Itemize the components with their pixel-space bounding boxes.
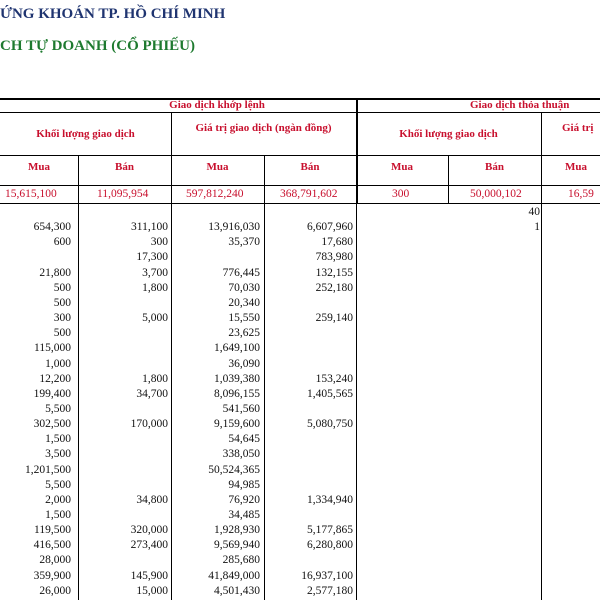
table-cell: 416,500 <box>33 539 71 552</box>
table-cell: 302,500 <box>33 418 71 431</box>
table-cell: 17,680 <box>321 236 353 249</box>
table-cell <box>448 508 540 523</box>
table-cell <box>448 523 540 538</box>
table-cell: 783,980 <box>315 251 353 264</box>
total-cell: 15,615,100 <box>5 188 57 200</box>
table-cell: 5,500 <box>45 478 71 491</box>
table-cell <box>78 205 168 220</box>
table-cell: 70,030 <box>228 281 260 294</box>
table-cell: 35,370 <box>228 236 260 249</box>
table-cell: 12,200 <box>39 372 71 385</box>
table-cell: 8,096,155 <box>214 387 260 400</box>
table-cell: 1 <box>534 221 540 234</box>
table-cell <box>264 326 353 341</box>
table-cell <box>264 553 353 568</box>
table-cell: 34,700 <box>136 387 168 400</box>
table-cell: 1,928,930 <box>214 524 260 537</box>
table-cell: 6,280,800 <box>307 539 353 552</box>
table-cell: 4,501,430 <box>214 584 260 597</box>
table-cell: 26,000 <box>39 584 71 597</box>
column-label: Bán <box>115 161 134 173</box>
table-cell: 500 <box>53 281 71 294</box>
table-cell: 34,800 <box>136 493 168 506</box>
table-cell <box>448 326 540 341</box>
table-cell <box>448 417 540 432</box>
table-cell <box>448 447 540 462</box>
table-cell <box>448 372 540 387</box>
table-cell: 36,090 <box>228 357 260 370</box>
table-cell: 500 <box>53 296 71 309</box>
table-cell <box>448 250 540 265</box>
table-cell <box>448 402 540 417</box>
column-label: Mua <box>206 161 229 173</box>
table-cell <box>78 447 168 462</box>
table-cell: 1,800 <box>142 281 168 294</box>
column-label-rule <box>0 185 600 186</box>
total-cell: 368,791,602 <box>280 188 338 200</box>
table-cell: 273,400 <box>130 539 168 552</box>
table-cell: 145,900 <box>130 569 168 582</box>
table-cell <box>264 478 353 493</box>
table-cell: 541,560 <box>222 402 260 415</box>
table-cell <box>264 508 353 523</box>
table-cell: 500 <box>53 327 71 340</box>
trading-table <box>0 98 600 600</box>
group-header-negotiated: Giao dịch thỏa thuận <box>470 99 570 111</box>
table-cell: 21,800 <box>39 266 71 279</box>
table-cell: 170,000 <box>130 418 168 431</box>
column-label: Bán <box>300 161 320 173</box>
table-cell: 5,000 <box>142 312 168 325</box>
table-cell <box>78 508 168 523</box>
table-cell: 9,159,600 <box>214 418 260 431</box>
table-cell: 1,500 <box>45 509 71 521</box>
table-cell <box>78 402 168 417</box>
table-cell: 654,300 <box>33 221 71 234</box>
table-cell <box>264 447 353 462</box>
table-cell: 359,900 <box>33 569 71 582</box>
table-cell: 153,240 <box>315 372 353 385</box>
table-cell: 252,180 <box>315 281 353 294</box>
table-cell: 132,155 <box>315 266 353 279</box>
table-cell <box>264 205 353 220</box>
table-cell <box>78 463 168 478</box>
table-cell: 600 <box>53 236 71 249</box>
table-cell <box>448 493 540 508</box>
total-cell: 597,812,240 <box>186 188 244 200</box>
table-cell: 320,000 <box>130 524 168 537</box>
column-label: Bán <box>485 161 504 173</box>
table-cell: 115,000 <box>34 342 71 355</box>
sub-header-rule <box>0 155 600 156</box>
table-cell: 13,916,030 <box>208 221 260 234</box>
table-cell <box>448 357 540 372</box>
column-label: Mua <box>565 161 587 173</box>
table-cell <box>78 478 168 493</box>
table-cell: 50,524,365 <box>208 463 260 476</box>
group-header-matched: Giao dịch khớp lệnh <box>169 99 265 111</box>
table-cell: 40 <box>528 206 540 218</box>
table-cell: 5,080,750 <box>307 418 353 431</box>
table-cell <box>78 296 168 311</box>
table-cell <box>0 250 71 265</box>
table-cell <box>448 432 540 447</box>
table-cell: 1,800 <box>142 372 168 385</box>
table-cell <box>0 205 71 220</box>
table-cell: 94,985 <box>228 478 260 491</box>
column-rule <box>356 203 357 600</box>
table-cell: 2,577,180 <box>307 584 353 597</box>
table-cell <box>264 432 353 447</box>
table-cell <box>78 432 168 447</box>
group-divider <box>356 98 358 203</box>
table-cell: 5,177,865 <box>307 524 353 537</box>
total-cell: 50,000,102 <box>470 188 522 200</box>
table-cell: 15,000 <box>136 584 168 597</box>
table-cell: 1,500 <box>45 433 71 446</box>
table-cell: 119,500 <box>34 524 71 537</box>
table-cell <box>78 326 168 341</box>
group-header-rule <box>0 112 600 113</box>
table-cell <box>78 553 168 568</box>
table-cell <box>448 538 540 553</box>
table-cell: 34,485 <box>228 509 260 521</box>
document-subtitle: CH TỰ DOANH (CỔ PHIẾU) <box>0 38 195 54</box>
table-cell: 23,625 <box>228 327 260 340</box>
table-cell: 20,340 <box>228 296 260 309</box>
table-cell: 1,649,100 <box>214 342 260 355</box>
table-cell: 2,000 <box>45 493 71 506</box>
table-cell <box>264 296 353 311</box>
total-cell: 300 <box>392 188 410 200</box>
table-cell <box>448 387 540 402</box>
table-cell <box>448 584 540 599</box>
column-rule <box>541 203 542 600</box>
table-cell: 1,000 <box>45 357 71 370</box>
table-cell: 1,334,940 <box>307 493 353 506</box>
table-cell <box>448 311 540 326</box>
total-cell: 16,59 <box>568 188 594 200</box>
table-cell <box>448 235 540 250</box>
table-cell: 776,445 <box>222 266 260 279</box>
table-cell <box>448 463 540 478</box>
table-cell <box>78 341 168 356</box>
table-cell: 9,569,940 <box>214 539 260 552</box>
table-cell: 15,550 <box>228 312 260 325</box>
column-label: Mua <box>391 161 413 173</box>
table-cell: 41,849,000 <box>208 569 260 582</box>
table-cell <box>171 250 260 265</box>
table-cell <box>78 357 168 372</box>
sub-header-matched-value: Giá trị giao dịch (ngàn đồng) <box>195 122 332 134</box>
table-cell: 259,140 <box>315 312 353 325</box>
table-cell <box>448 266 540 281</box>
table-cell <box>264 402 353 417</box>
table-cell: 16,937,100 <box>301 569 353 582</box>
table-cell: 3,500 <box>45 448 71 461</box>
table-cell: 300 <box>53 312 71 325</box>
sub-header-negotiated-value: Giá trị <box>562 122 594 134</box>
table-cell: 76,920 <box>228 493 260 506</box>
table-cell: 338,050 <box>222 448 260 461</box>
table-cell <box>448 569 540 584</box>
table-cell: 311,100 <box>131 221 168 234</box>
table-cell <box>448 553 540 568</box>
table-cell <box>264 357 353 372</box>
column-label: Mua <box>28 161 50 173</box>
table-cell: 5,500 <box>45 402 71 415</box>
table-cell <box>264 341 353 356</box>
table-cell: 285,680 <box>222 554 260 567</box>
table-cell: 1,201,500 <box>25 463 71 476</box>
table-cell <box>448 281 540 296</box>
table-cell: 54,645 <box>228 433 260 446</box>
table-cell <box>264 463 353 478</box>
table-cell: 17,300 <box>136 251 168 264</box>
table-cell <box>448 341 540 356</box>
table-cell: 28,000 <box>39 554 71 567</box>
table-cell <box>448 478 540 493</box>
sub-header-negotiated-volume: Khối lượng giao dịch <box>399 128 498 140</box>
negotiated-value-divider-header <box>541 113 542 203</box>
document-title: ỨNG KHOÁN TP. HỒ CHÍ MINH <box>0 6 226 22</box>
table-cell: 300 <box>150 236 168 249</box>
table-cell: 3,700 <box>142 266 168 279</box>
sub-header-matched-volume: Khối lượng giao dịch <box>36 128 135 140</box>
total-cell: 11,095,954 <box>97 188 149 200</box>
table-cell <box>448 296 540 311</box>
table-cell: 199,400 <box>33 387 71 400</box>
table-cell: 6,607,960 <box>307 221 353 234</box>
table-cell: 1,405,565 <box>307 387 353 400</box>
table-cell: 1,039,380 <box>214 372 260 385</box>
totals-rule <box>0 203 600 204</box>
table-cell <box>171 205 260 220</box>
